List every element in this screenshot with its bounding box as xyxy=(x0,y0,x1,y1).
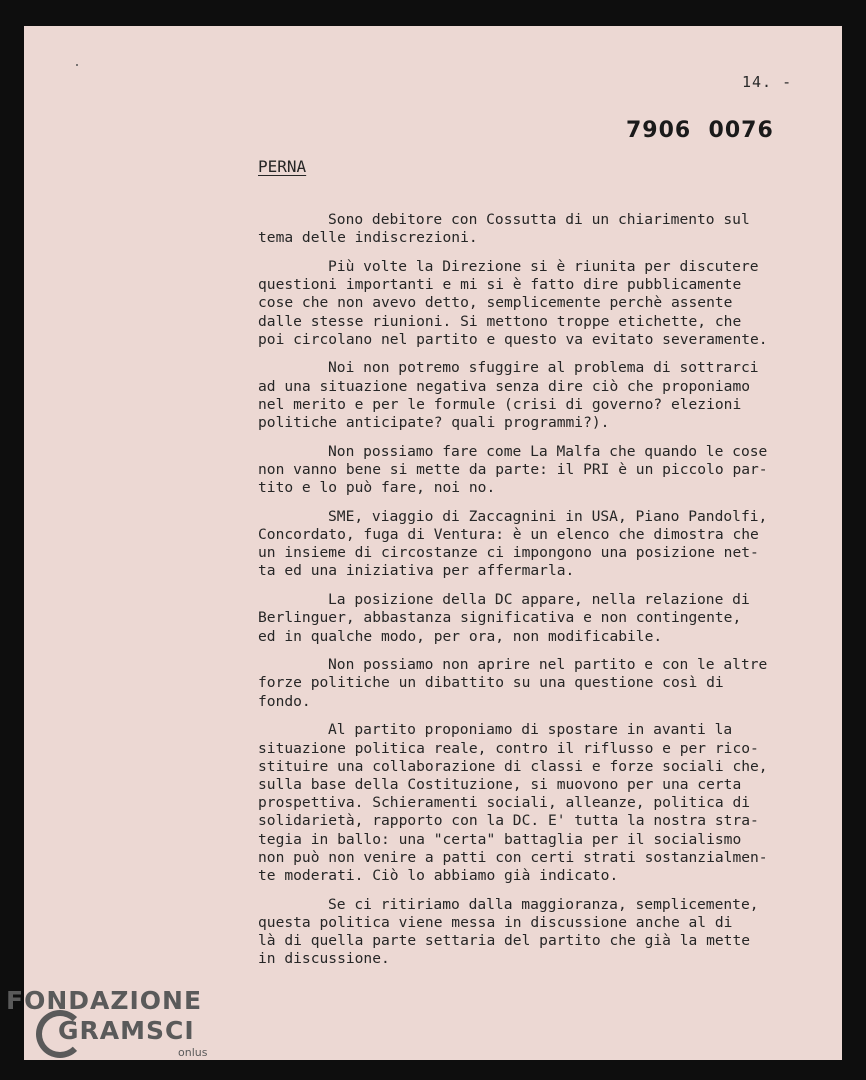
text-line: situazione politica reale, contro il riflusso e per rico- xyxy=(258,739,759,757)
text-line: non vanno bene si mette da parte: il PRI è un piccolo par- xyxy=(258,460,768,478)
text-line: politiche anticipate? quali programmi?). xyxy=(258,414,610,432)
text-line: ta ed una iniziativa per affermarla. xyxy=(258,562,575,580)
text-line: Non possiamo fare come La Malfa che quando le cose xyxy=(328,442,768,460)
paragraph xyxy=(258,359,828,432)
text-line: Concordato, fuga di Ventura: è un elenco che dimostra che xyxy=(258,526,759,544)
text-line: cose che non avevo detto, semplicemente perchè assente xyxy=(258,294,733,312)
fondazione-gramsci-watermark xyxy=(6,986,208,1059)
text-line: La posizione della DC appare, nella relazione di xyxy=(328,591,750,609)
archive-stamp-number: 7906 0076 xyxy=(626,118,774,143)
paragraph xyxy=(258,443,828,498)
text-line: Berlinguer, abbastanza significativa e non contingente, xyxy=(258,609,742,627)
text-line: te moderati. Ciò lo abbiamo già indicato. xyxy=(258,867,619,884)
text-line: SME, viaggio di Zaccagnini in USA, Piano Pandolfi, xyxy=(328,507,768,525)
paragraph xyxy=(258,721,828,885)
text-line: ad una situazione negativa senza dire ciò che proponiamo xyxy=(258,377,751,395)
text-line: questioni importanti e mi si è fatto dire pubblicamente xyxy=(258,276,742,294)
page-number: 14. - xyxy=(742,73,793,91)
paragraph xyxy=(258,656,828,711)
text-line: fondo. xyxy=(258,692,311,710)
paragraph xyxy=(258,591,828,646)
text-line: Sono debitore con Cossutta di un chiarimento sul xyxy=(328,211,750,228)
watermark-line-3: onlus xyxy=(178,1046,208,1059)
text-line: forze politiche un dibattito su una questione così di xyxy=(258,674,724,692)
text-line: sulla base della Costituzione, si muovono per una certa xyxy=(258,775,742,793)
text-line: Al partito proponiamo di spostare in avanti la xyxy=(328,721,733,739)
text-line: poi circolano nel partito e questo va evitato severamente. xyxy=(258,330,768,348)
watermark-line-1: FONDAZIONE xyxy=(6,986,203,1015)
text-line: stituire una collaborazione di classi e forze sociali che, xyxy=(258,757,768,775)
paper-speck xyxy=(76,64,78,66)
text-line: tema delle indiscrezioni. xyxy=(258,229,478,247)
text-line: Più volte la Direzione si è riunita per discutere xyxy=(328,257,759,275)
document-body xyxy=(258,211,828,979)
text-line: Se ci ritiriamo dalla maggioranza, semplicemente, xyxy=(328,895,759,913)
text-line: là di quella parte settaria del partito che già la mette xyxy=(258,932,751,950)
text-line: Non possiamo non aprire nel partito e con le altre xyxy=(328,656,768,674)
text-line: nel merito e per le formule (crisi di governo? elezioni xyxy=(258,395,742,413)
text-line: ed in qualche modo, per ora, non modificabile. xyxy=(258,627,663,645)
text-line: tito e lo può fare, noi no. xyxy=(258,479,496,497)
paragraph xyxy=(258,258,828,349)
paragraph xyxy=(258,508,828,581)
text-line: tegia in ballo: una "certa" battaglia per il socialismo xyxy=(258,830,742,848)
paragraph xyxy=(258,211,828,247)
watermark-line-2: GRAMSCI xyxy=(58,1016,195,1045)
text-line: solidarietà, rapporto con la DC. E' tutta la nostra stra- xyxy=(258,812,759,830)
text-line: questa politica viene messa in discussione anche al di xyxy=(258,913,733,931)
text-line: un insieme di circostanze ci impongono una posizione net- xyxy=(258,544,759,562)
text-line: prospettiva. Schieramenti sociali, alleanze, politica di xyxy=(258,794,751,812)
text-line: non può non venire a patti con certi strati sostanzialmen- xyxy=(258,848,768,866)
paragraph xyxy=(258,896,828,969)
speaker-heading: PERNA xyxy=(258,157,307,176)
text-line: in discussione. xyxy=(258,950,390,968)
text-line: Noi non potremo sfuggire al problema di sottrarci xyxy=(328,359,759,377)
text-line: dalle stesse riunioni. Si mettono troppe etichette, che xyxy=(258,312,742,330)
